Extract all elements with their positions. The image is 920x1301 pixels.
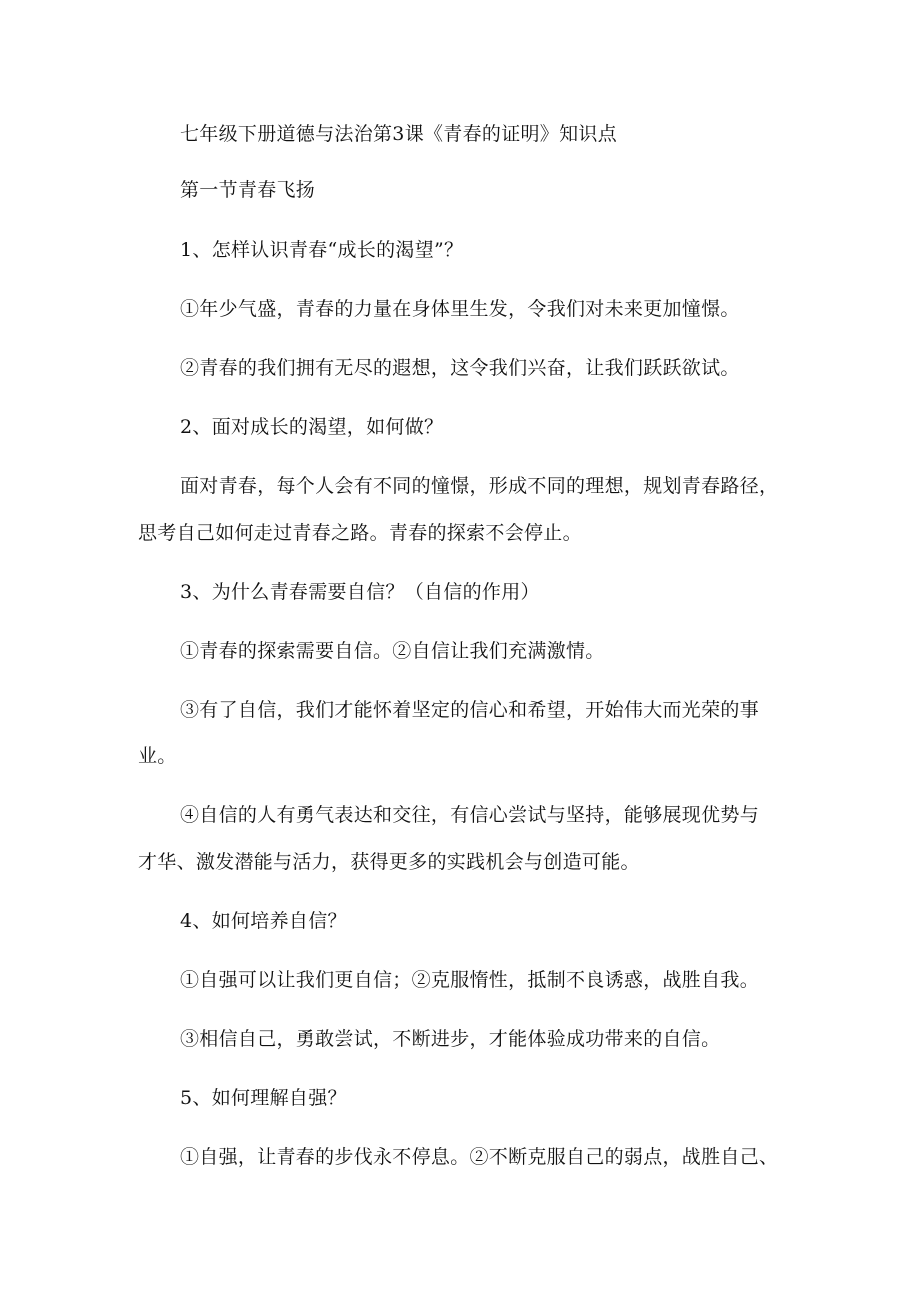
answer-line: ③相信自己，勇敢尝试，不断进步，才能体验成功带来的自信。 bbox=[180, 1028, 721, 1050]
answer-line: ①年少气盛，青春的力量在身体里生发，令我们对未来更加憧憬。 bbox=[180, 298, 740, 320]
question-heading-3: 3、为什么青春需要自信？（自信的作用） bbox=[180, 581, 540, 603]
section-heading: 第一节青春飞扬 bbox=[180, 179, 316, 201]
answer-line-continued: 思考自己如何走过青春之路。青春的探索不会停止。 bbox=[138, 522, 582, 544]
answer-line-continued: 才华、激发潜能与活力，获得更多的实践机会与创造可能。 bbox=[138, 851, 640, 873]
answer-line: 面对青春，每个人会有不同的憧憬，形成不同的理想，规划青春路径， bbox=[180, 475, 779, 497]
answer-line: ④自信的人有勇气表达和交往，有信心尝试与坚持，能够展现优势与 bbox=[180, 804, 760, 826]
answer-line-continued: 业。 bbox=[138, 745, 177, 767]
question-heading-2: 2、面对成长的渴望，如何做？ bbox=[180, 416, 444, 438]
answer-line: ①自强可以让我们更自信；②克服惰性，抵制不良诱惑，战胜自我。 bbox=[180, 969, 760, 991]
question-heading-4: 4、如何培养自信？ bbox=[180, 910, 347, 932]
question-heading-1: 1、怎样认识青春“成长的渴望”？ bbox=[180, 239, 464, 261]
question-heading-5: 5、如何理解自强？ bbox=[180, 1087, 347, 1109]
answer-line: ②青春的我们拥有无尽的遐想，这令我们兴奋，让我们跃跃欲试。 bbox=[180, 357, 740, 379]
answer-line: ③有了自信，我们才能怀着坚定的信心和希望，开始伟大而光荣的事 bbox=[180, 699, 760, 721]
answer-line: ①自强，让青春的步伐永不停息。②不断克服自己的弱点，战胜自己、 bbox=[180, 1146, 779, 1168]
document-title: 七年级下册道德与法治第3课《青春的证明》知识点 bbox=[180, 123, 617, 145]
answer-line: ①青春的探索需要自信。②自信让我们充满激情。 bbox=[180, 640, 605, 662]
